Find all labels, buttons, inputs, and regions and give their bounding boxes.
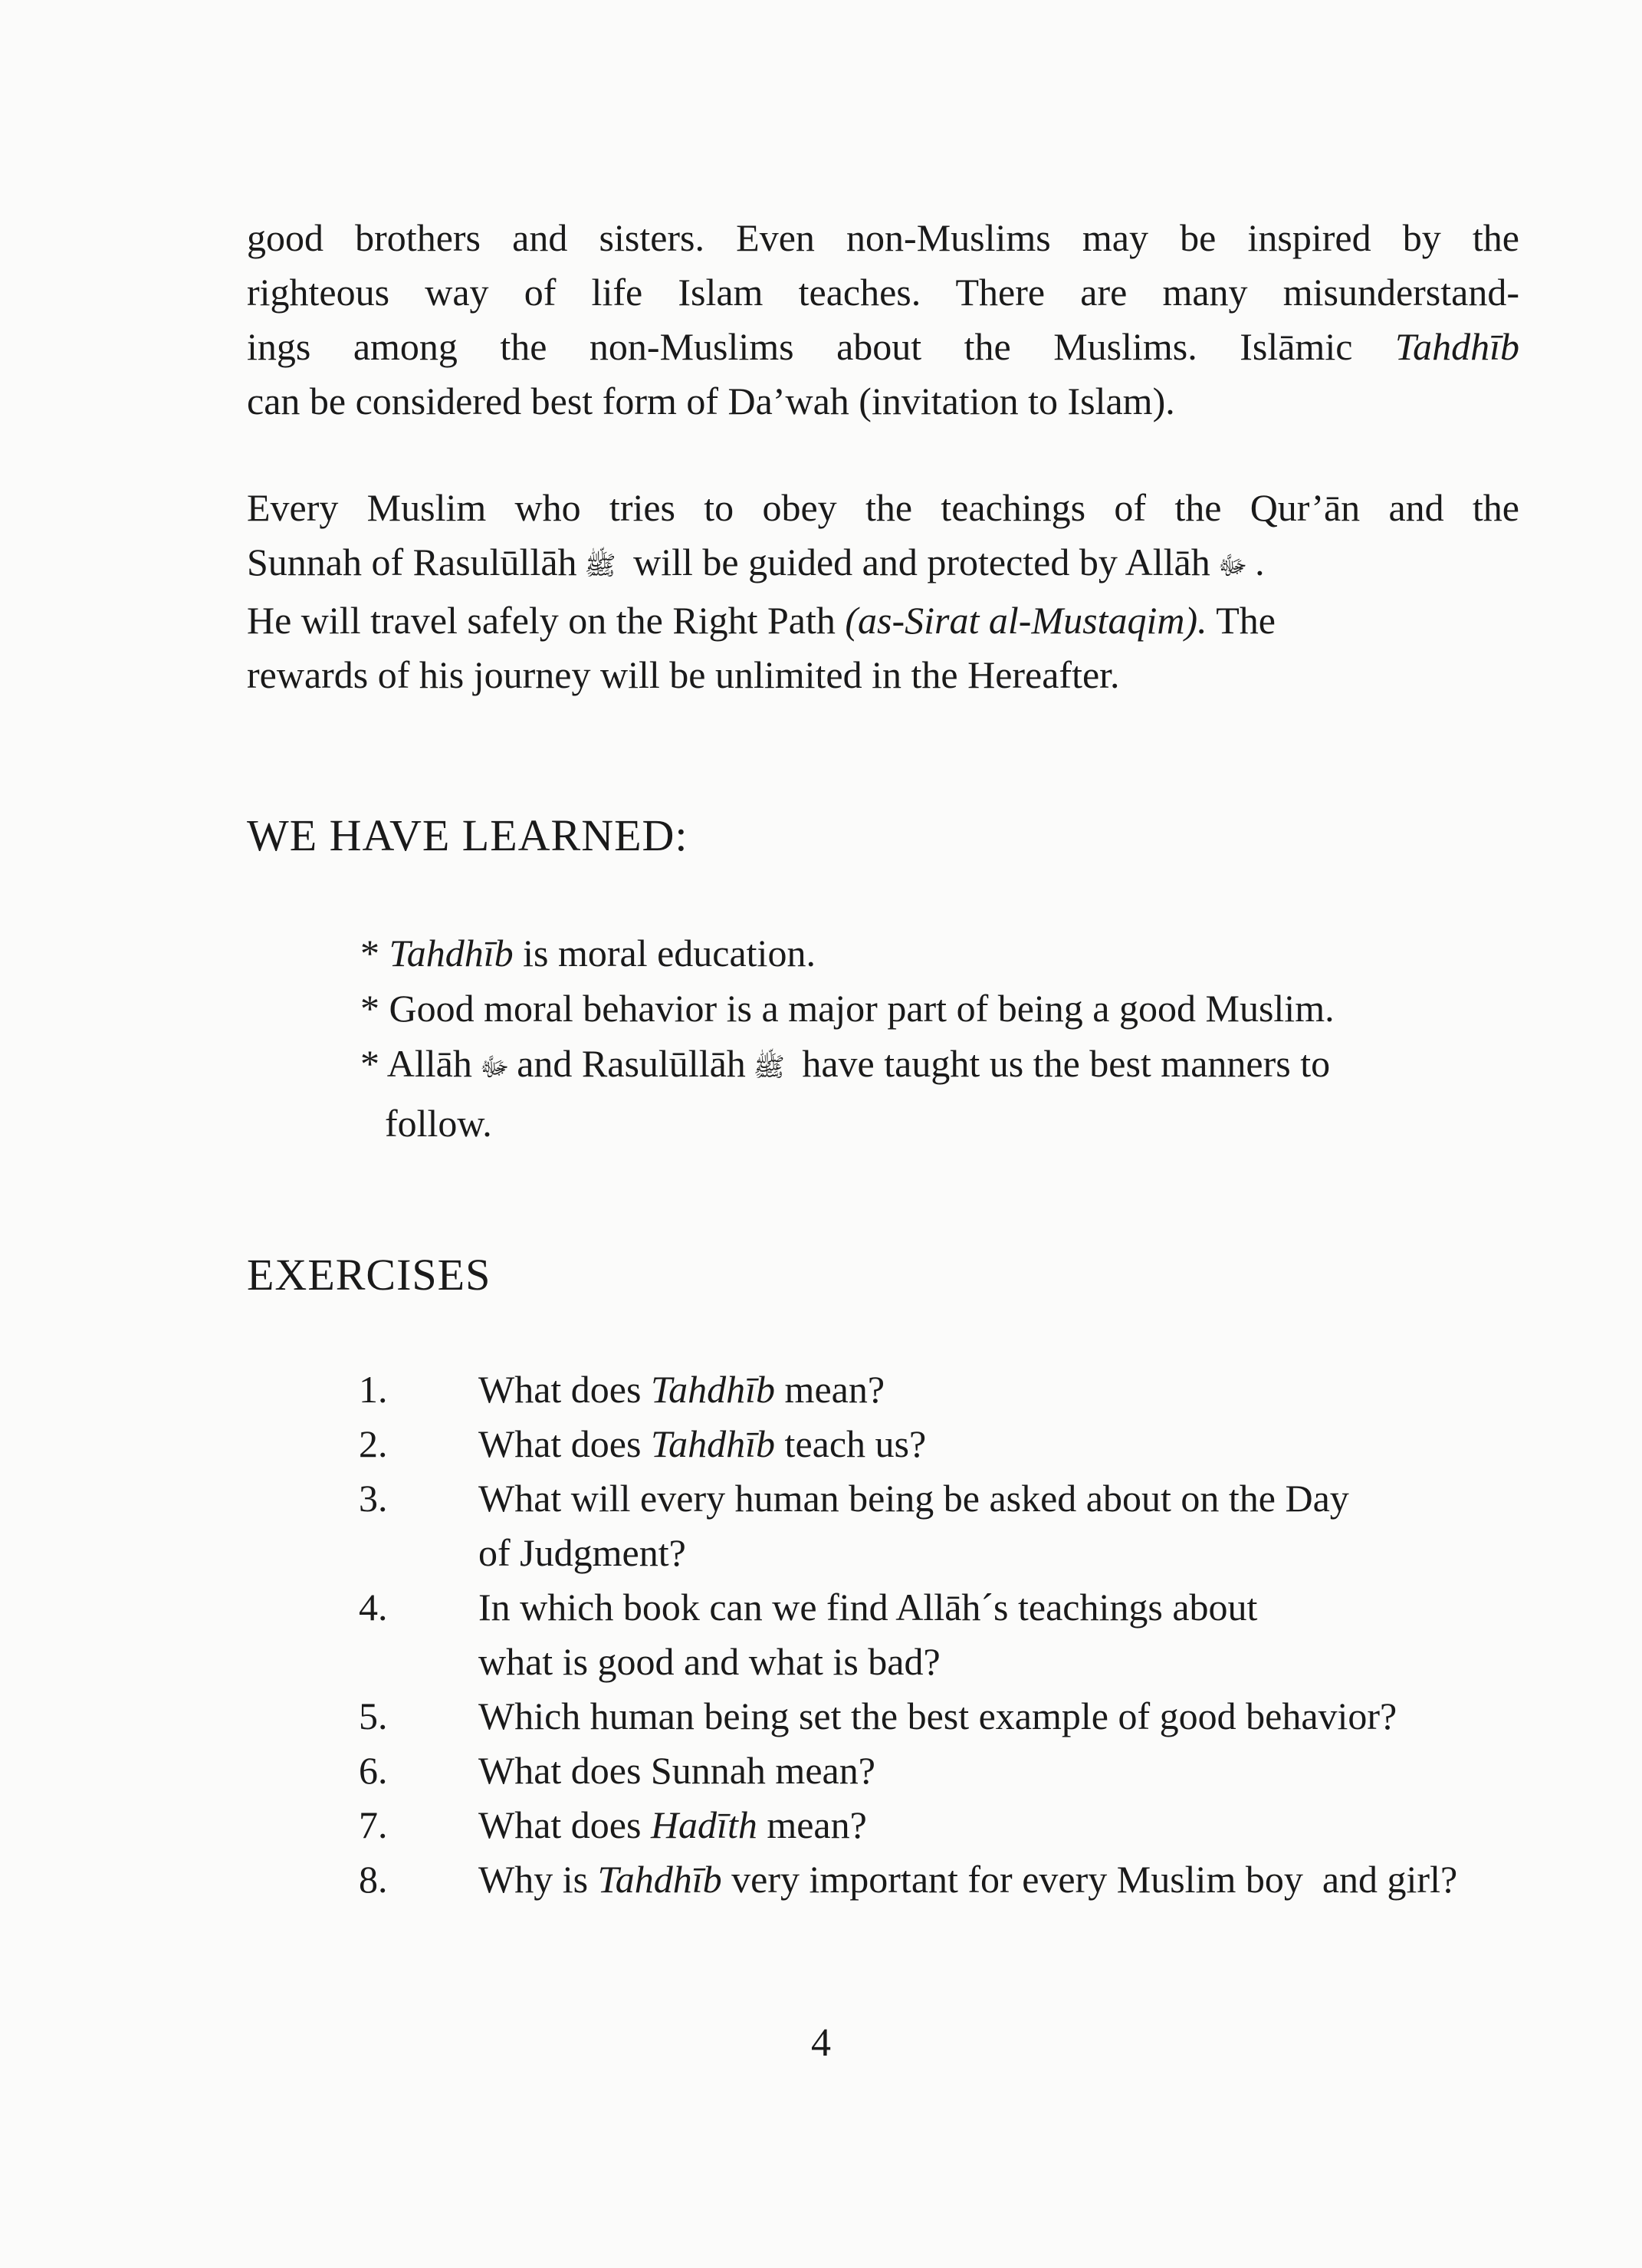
learned-item-3a: * Allāh [360,1042,472,1085]
exercise-row [359,1526,1524,1580]
exercise-text-pre: What does [478,1368,651,1411]
exercise-text [478,1744,875,1798]
second-line-2a: Sunnah of Rasulūllāh [247,541,577,583]
second-line-3b: The [1216,599,1276,643]
learned-term-tahdhib: Tahdhīb [389,932,514,975]
exercise-term: Tahdhīb [650,1422,776,1465]
allah-honorific-icon-2: ﷻ [479,1053,510,1082]
exercise-text-post: very important for every Muslim boy and girl? [721,1858,1458,1901]
exercise-text [478,1471,1349,1526]
exercise-text [478,1635,941,1689]
exercise-text [478,1798,867,1852]
exercise-number: 2. [359,1422,388,1465]
exercise-text-post: teach us? [775,1422,927,1465]
allah-honorific-icon: ﷻ [1217,552,1248,581]
exercise-text-pre: what is good and what is bad? [478,1640,941,1683]
exercises-heading: EXERCISES [247,1250,491,1300]
exercise-row [359,1362,1524,1417]
learned-item-1-text: is moral education. [523,932,816,975]
learned-list [360,925,1519,1151]
exercise-text-pre: of Judgment? [478,1531,686,1574]
exercise-text-pre: In which book can we find Allāh´s teachings about [478,1586,1258,1629]
second-line-1: Every Muslim who tries to obey the teachings of the Qur’ān and the [247,486,1519,529]
second-line-3a: He will travel safely on the Right Path [247,599,836,643]
exercise-number: 7. [359,1803,388,1846]
exercises-list [359,1362,1524,1907]
exercise-number: 1. [359,1368,388,1411]
exercise-term: Tahdhīb [597,1858,722,1901]
exercise-text-pre: What will every human being be asked about on the Day [478,1477,1349,1520]
intro-line-3 [247,320,1519,374]
exercise-number: 5. [359,1694,388,1737]
exercise-text-pre: Which human being set the best example of good behavior? [478,1694,1397,1737]
learned-item-1: * Tahdhīb is moral education. [360,932,816,975]
exercise-term: Hadīth [650,1803,757,1846]
exercise-number: 6. [359,1749,388,1792]
exercise-text-pre: What does Sunnah mean? [478,1749,875,1792]
exercise-text [478,1417,926,1471]
exercise-text [478,1526,686,1580]
exercise-text [478,1580,1257,1635]
exercise-row [359,1744,1524,1798]
intro-line-3-text: ings among the non-Muslims about the Muslims. Islāmic [247,325,1353,368]
exercise-number: 3. [359,1477,388,1520]
learned-item-3-cont: follow. [385,1101,492,1145]
second-line-3 [247,593,1519,648]
exercise-text [478,1852,1457,1907]
exercise-row [359,1580,1524,1635]
exercise-row [359,1635,1524,1689]
prophet-honorific-icon: ﷺ [584,552,616,581]
intro-term-tahdhib: Tahdhīb [1394,325,1520,368]
second-line-4: rewards of his journey will be unlimited in the Hereafter. [247,653,1120,697]
prophet-honorific-icon-2: ﷺ [753,1053,785,1082]
exercise-row [359,1417,1524,1471]
exercise-row [359,1471,1524,1526]
intro-line-2: righteous way of life Islam teaches. There are many misunderstand- [247,271,1519,314]
learned-item-3b: and Rasulūllāh [517,1042,746,1085]
exercise-row [359,1798,1524,1852]
exercise-text-post: mean? [775,1368,885,1411]
exercise-term: Tahdhīb [650,1368,776,1411]
learned-item-3 [360,1036,1519,1096]
exercise-text-pre: What does [478,1422,651,1465]
exercise-text-post: mean? [757,1803,867,1846]
learned-item-3c: have taught us the best manners to [802,1042,1331,1085]
exercise-number: 4. [359,1586,388,1629]
exercise-row [359,1689,1524,1744]
intro-line-1: good brothers and sisters. Even non-Muslims may be inspired by the [247,216,1519,259]
exercise-text-pre: Why is [478,1858,598,1901]
exercise-number: 8. [359,1858,388,1901]
intro-line-4: can be considered best form of Da’wah (invitation to Islam). [247,380,1175,422]
second-term-sirat: (as-Sirat al-Mustaqim). [845,599,1207,643]
second-paragraph [247,481,1519,702]
learned-heading: WE HAVE LEARNED: [247,810,688,860]
exercise-text-pre: What does [478,1803,651,1846]
second-line-2b: will be guided and protected by Allāh [633,541,1210,583]
second-line-2: Sunnah of Rasulūllāh ﷺ will be guided and protected by Allāh ﷻ . [247,535,1519,593]
intro-paragraph [247,211,1519,429]
exercise-text [478,1689,1397,1744]
learned-item-2: * Good moral behavior is a major part of being a good Muslim. [360,987,1335,1030]
exercise-text [478,1362,885,1417]
exercise-row [359,1852,1524,1907]
page-number: 4 [811,2021,831,2065]
